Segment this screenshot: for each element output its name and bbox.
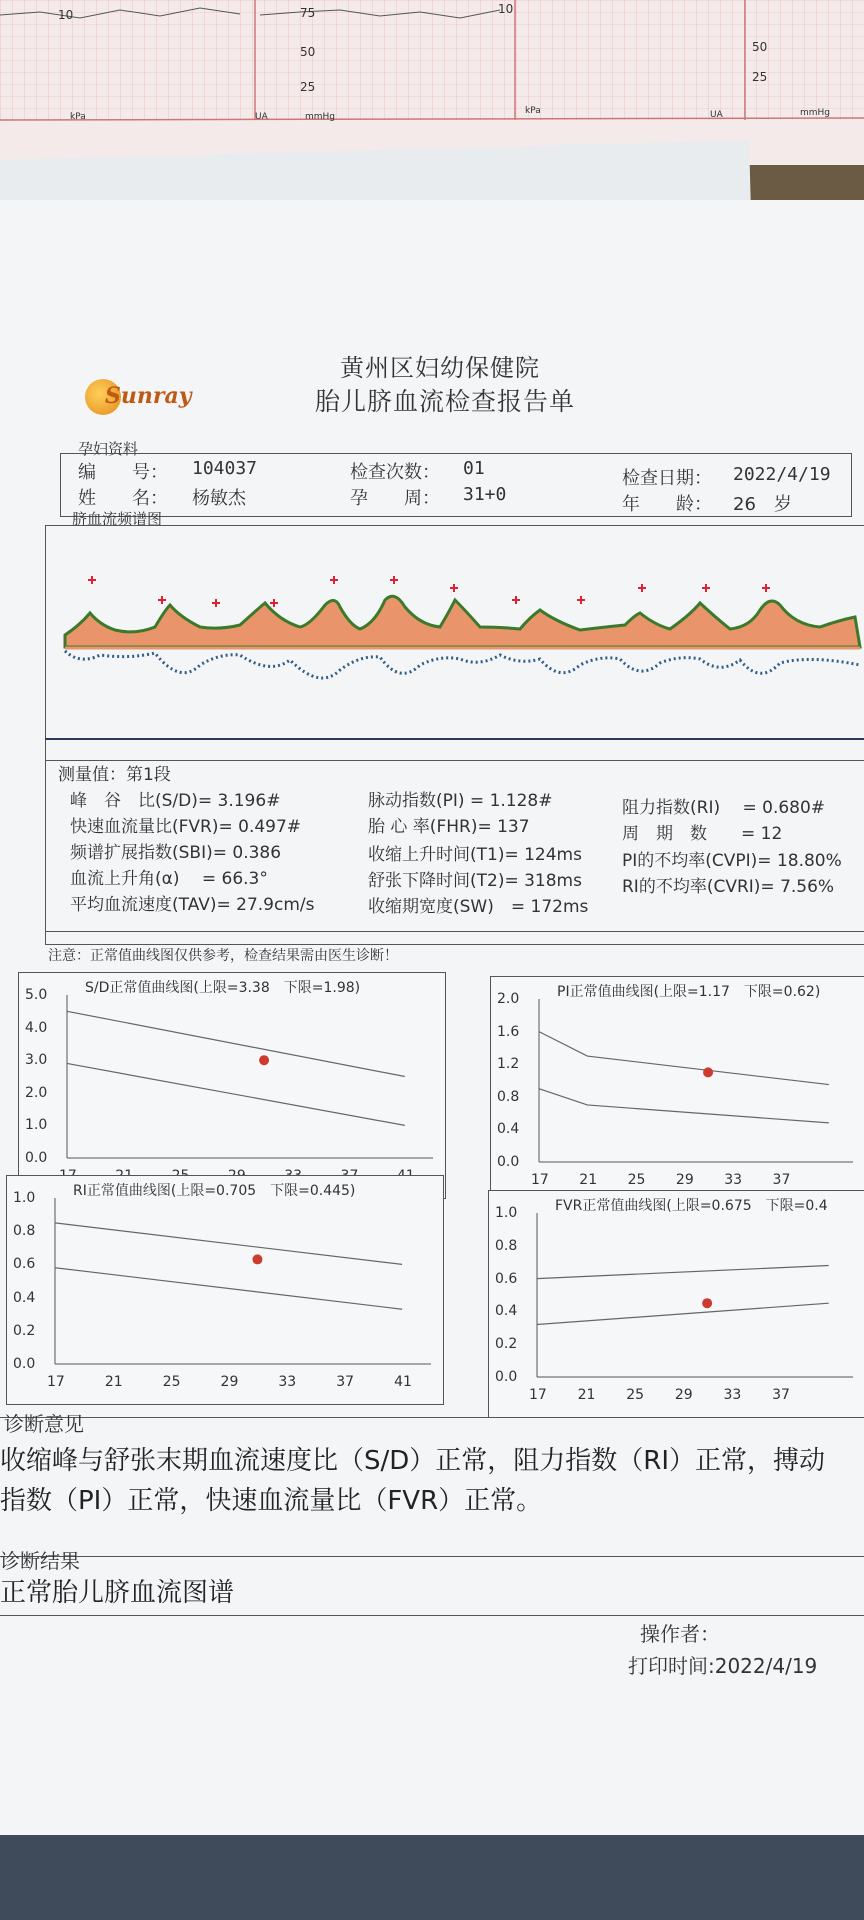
y-tick-label: 1.0 (13, 1190, 36, 1206)
y-tick-label: 0.4 (497, 1121, 520, 1138)
normal-range-line (539, 1089, 829, 1123)
fvr-chart (488, 1190, 864, 1418)
chart-title: PI正常值曲线图(上限=1.17 下限=0.62) (557, 984, 821, 1000)
id-label: 编 号： (78, 462, 168, 483)
y-tick-label: 0.8 (495, 1237, 518, 1254)
ctg-tick: 50 (752, 40, 768, 54)
measure-value: 频谱扩展指数(SBI)= 0.386 (70, 843, 282, 863)
disclaimer-note: 注意：正常值曲线图仅供参考，检查结果需由医生诊断！ (48, 948, 398, 964)
measure-value: 脉动指数(PI) = 1.128# (368, 791, 553, 811)
ctg-tick: 75 (300, 6, 316, 20)
ctg-tick: UA (710, 110, 723, 120)
divider (0, 1556, 864, 1557)
ri-chart (6, 1175, 444, 1405)
chart-plot (19, 973, 445, 1198)
chart-plot (489, 1191, 864, 1417)
diagnosis-line-1: 收缩峰与舒张末期血流速度比（S/D）正常，阻力指数（RI）正常，搏动 (0, 1446, 826, 1476)
age-value: 26 岁 (733, 494, 792, 515)
measure-value: 血流上升角(α) = 66.3° (70, 869, 268, 889)
diagnosis-label: 诊断意见 (4, 1412, 84, 1436)
measurement-point (702, 1298, 712, 1308)
ctg-tick: 10 (498, 2, 514, 16)
x-tick-label: 33 (724, 1172, 743, 1188)
measure-value: 阻力指数(RI) = 0.680# (622, 798, 826, 818)
result-label: 诊断结果 (0, 1549, 80, 1573)
y-tick-label: 2.0 (25, 1084, 48, 1101)
x-tick-label: 33 (278, 1374, 297, 1390)
y-tick-label: 0.8 (497, 1088, 520, 1105)
y-tick-label: 0.0 (25, 1150, 48, 1166)
y-tick-label: 0.2 (495, 1336, 518, 1353)
x-tick-label: 37 (336, 1374, 355, 1390)
x-tick-label: 37 (772, 1387, 790, 1403)
y-tick-label: 1.6 (497, 1023, 520, 1040)
measurement-point (703, 1067, 713, 1077)
normal-range-line (539, 1032, 829, 1085)
measurement-point (252, 1254, 262, 1264)
x-tick-label: 21 (579, 1172, 598, 1188)
normal-range-line (55, 1268, 402, 1310)
x-tick-label: 25 (162, 1374, 181, 1390)
ctg-tick: mmHg (305, 112, 336, 122)
patient-section-label: 孕妇资料 (78, 440, 139, 458)
x-tick-label: 29 (675, 1172, 694, 1188)
y-tick-label: 2.0 (497, 991, 520, 1007)
y-tick-label: 0.8 (13, 1223, 36, 1240)
ctg-tick: 10 (58, 8, 74, 22)
sd-chart (18, 972, 446, 1199)
measure-value: PI的不均率(CVPI)= 18.80% (622, 851, 842, 871)
divider (0, 1615, 864, 1616)
normal-range-line (67, 1011, 405, 1076)
exam-count-label: 检查次数： (350, 462, 440, 483)
print-time: 打印时间:2022/4/19 (628, 1654, 818, 1678)
x-tick-label: 33 (723, 1387, 742, 1403)
x-tick-label: 29 (674, 1387, 693, 1403)
pi-chart (490, 976, 864, 1203)
report-sheet (0, 200, 864, 1835)
y-tick-label: 0.6 (13, 1256, 36, 1273)
y-tick-label: 0.6 (495, 1270, 518, 1287)
y-tick-label: 0.0 (495, 1369, 518, 1385)
x-tick-label: 25 (627, 1172, 646, 1188)
measure-value: 平均血流速度(TAV)= 27.9cm/s (70, 895, 315, 915)
measure-value: 舒张下降时间(T2)= 318ms (368, 871, 582, 891)
age-label: 年 龄： (622, 494, 712, 515)
y-tick-label: 0.4 (495, 1303, 518, 1320)
measure-value: 周 期 数 = 12 (622, 824, 783, 844)
y-tick-label: 1.2 (497, 1056, 520, 1073)
x-tick-label: 41 (394, 1374, 412, 1390)
hospital-name: 黄州区妇幼保健院 (340, 354, 540, 382)
y-tick-label: 1.0 (25, 1117, 48, 1134)
chart-plot (7, 1176, 443, 1404)
ctg-tick: UA (255, 112, 268, 122)
normal-range-line (537, 1303, 829, 1324)
operator-label: 操作者： (640, 1622, 720, 1646)
week-value: 31+0 (463, 484, 507, 505)
x-tick-label: 17 (531, 1172, 549, 1188)
ctg-tick: mmHg (800, 108, 831, 118)
ctg-tick: 25 (300, 80, 316, 94)
y-tick-label: 1.0 (495, 1205, 518, 1221)
x-tick-label: 21 (104, 1374, 123, 1390)
diagnosis-line-2: 指数（PI）正常，快速血流量比（FVR）正常。 (0, 1486, 543, 1516)
y-tick-label: 0.2 (13, 1322, 36, 1339)
x-tick-label: 25 (626, 1387, 645, 1403)
y-tick-label: 3.0 (25, 1052, 48, 1069)
report-title: 胎儿脐血流检查报告单 (315, 387, 576, 416)
x-tick-label: 17 (47, 1374, 65, 1390)
chart-title: RI正常值曲线图(上限=0.705 下限=0.445) (73, 1183, 356, 1199)
chart-title: S/D正常值曲线图(上限=3.38 下限=1.98) (85, 980, 361, 996)
spectrum-divider (45, 738, 864, 740)
sunray-logo (85, 375, 190, 419)
measure-title: 测量值：第1段 (58, 765, 171, 785)
y-tick-label: 0.0 (13, 1356, 36, 1372)
logo-text: Sunray (105, 383, 192, 409)
x-tick-label: 21 (577, 1387, 596, 1403)
measurement-point (259, 1055, 269, 1065)
date-label: 检查日期： (622, 468, 712, 489)
name-value: 杨敏杰 (192, 488, 246, 509)
ctg-tick: 25 (752, 70, 768, 84)
y-tick-label: 5.0 (25, 987, 48, 1003)
divider (0, 1417, 864, 1418)
week-label: 孕 周： (350, 488, 440, 509)
y-tick-label: 0.4 (13, 1289, 36, 1306)
chart-plot (491, 977, 864, 1202)
table-surface (0, 1835, 864, 1920)
measure-value: 收缩上升时间(T1)= 124ms (368, 845, 582, 865)
ctg-tick: 50 (300, 45, 316, 59)
id-value: 104037 (192, 458, 258, 479)
normal-range-line (537, 1265, 829, 1278)
ctg-tick: kPa (525, 106, 541, 116)
measure-value: 峰 谷 比(S/D)= 3.196# (70, 791, 281, 811)
x-tick-label: 29 (220, 1374, 239, 1390)
exam-count-value: 01 (463, 458, 485, 479)
doppler-spectrum (60, 555, 864, 715)
result-text: 正常胎儿脐血流图谱 (0, 1578, 235, 1608)
spectrum-section-label: 脐血流频谱图 (72, 510, 163, 528)
date-value: 2022/4/19 (733, 464, 831, 485)
normal-range-line (67, 1063, 405, 1125)
chart-title: FVR正常值曲线图(上限=0.675 下限=0.4 (555, 1198, 828, 1214)
y-tick-label: 4.0 (25, 1019, 48, 1036)
x-tick-label: 37 (772, 1172, 791, 1188)
measure-value: 快速血流量比(FVR)= 0.497# (70, 817, 302, 837)
name-label: 姓 名： (78, 488, 168, 509)
measure-value: RI的不均率(CVRI)= 7.56% (622, 877, 835, 897)
y-tick-label: 0.0 (497, 1154, 520, 1170)
normal-range-line (55, 1223, 402, 1265)
measure-value: 胎 心 率(FHR)= 137 (368, 817, 530, 837)
ctg-tick: kPa (70, 112, 86, 122)
x-tick-label: 17 (529, 1387, 547, 1403)
measure-value: 收缩期宽度(SW) = 172ms (368, 897, 589, 917)
